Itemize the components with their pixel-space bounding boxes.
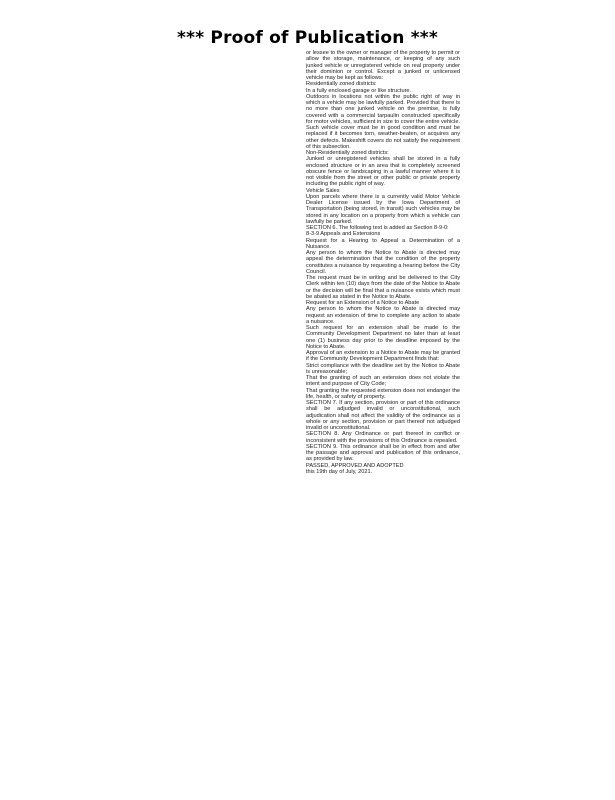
legal-notice-column [306,50,460,475]
notice-paragraph: Upon parcels where there is a currently valid Motor Vehicle Dealer License issued by the Iowa Department of Transportation (being stored, in transit) such vehicles may be stored in any location on a property from which a vehicle can lawfully be parked. [306,193,460,225]
notice-paragraph: That the granting of such an extension does not violate the intent and purpose of City Code; [306,375,460,388]
notice-paragraph: Residentially zoned districts: [306,81,377,88]
notice-paragraph: In a fully enclosed garage or like structure. [306,87,412,94]
notice-paragraph: SECTION 9. This ordinance shall be in effect from and after the passage and approval and publication of this ordinance, as provided by law. [306,443,460,463]
notice-paragraph: Outdoors in locations not within the public right of way in which a vehicle may be lawfully parked. Provided that there is no more than one junked vehicle on the premise, is fully covered with a commercial tarpaulin constructed specifically for motor vehicles, sufficient in size to cover the entire vehicle. Such vehicle cover must be in good condition and must be replaced if it becomes torn, weather-beaten, or acquires any other defects. Makeshift covers do not satisfy the requirement of this subsection. [306,93,460,150]
notice-paragraph: this 19th day of July, 2021. [306,468,373,475]
notice-paragraph: The request must be in writing and be delivered to the City Clerk within ten (10) days from the date of the Notice to Abate or the decision will be final that a nuisance exists which must be abated as stated in the Notice to Abate. [306,275,460,300]
notice-paragraph: 8-3-9 Appeals and Extensions [306,231,381,238]
notice-paragraph: Such request for an extension shall be made to the Community Development Department no later than at least one (1) business day prior to the deadline imposed by the Notice to Abate. [306,325,460,350]
notice-paragraph: Request for an Extension of a Notice to Abate [306,300,420,306]
notice-paragraph: Request for a Hearing to Appeal a Determination of a Nuisance. [306,237,460,250]
notice-paragraph: Non-Residentially zoned districts: [306,150,389,156]
notice-paragraph: Vehicle Sales [306,187,340,194]
notice-paragraph: SECTION 6. The following text is added as Section 8-9-0: [306,225,449,231]
notice-paragraph: Any person to whom the Notice to Abate is directed may appeal the determination that the condition of the property constitutes a nuisance by requesting a hearing before the City Council. [306,250,460,275]
notice-paragraph: That granting the requested extension does not endanger the life, health, or safety of property. [306,387,460,400]
notice-paragraph: SECTION 7. If any section, provision or part of this ordinance shall be adjudged invalid or unconstitutional, such adjudication shall not affect the validity of the ordinance as a whole or any section, provision or part thereof not adjudged invalid or unconstitutional. [306,400,460,431]
notice-paragraph: Approval of an extension to a Notice to Abate may be granted if the Community Development Department finds that: [306,350,460,363]
notice-paragraph: Any person to whom the Notice to Abate is directed may request an extension of time to complete any action to abate a nuisance. [306,306,460,325]
notice-paragraph: Junked or unregistered vehicles shall be stored in a fully enclosed structure or in an area that is completely screened obscure fence or landscaping in a lawful manner where it is not visible from the street or other public or private property including the public right of way. [306,156,460,188]
notice-paragraph: SECTION 8. Any Ordinance or part thereof in conflict or inconsistent with the provisions of this Ordinance is repealed. [306,431,460,444]
notice-paragraph: or lessee to the owner or manager of the property to permit or allow the storage, maintenance, or keeping of any such junked vehicle or unregistered vehicle on real property under their dominion or control. Except a junked or unlicensed vehicle may be kept as follows: [306,50,460,81]
notice-paragraph: PASSED, APPROVED AND ADOPTED [306,462,404,469]
proof-of-publication-title: *** Proof of Publication *** [177,28,438,48]
notice-paragraph: Strict compliance with the deadline set by the Notice to Abate is unreasonable; [306,362,460,375]
